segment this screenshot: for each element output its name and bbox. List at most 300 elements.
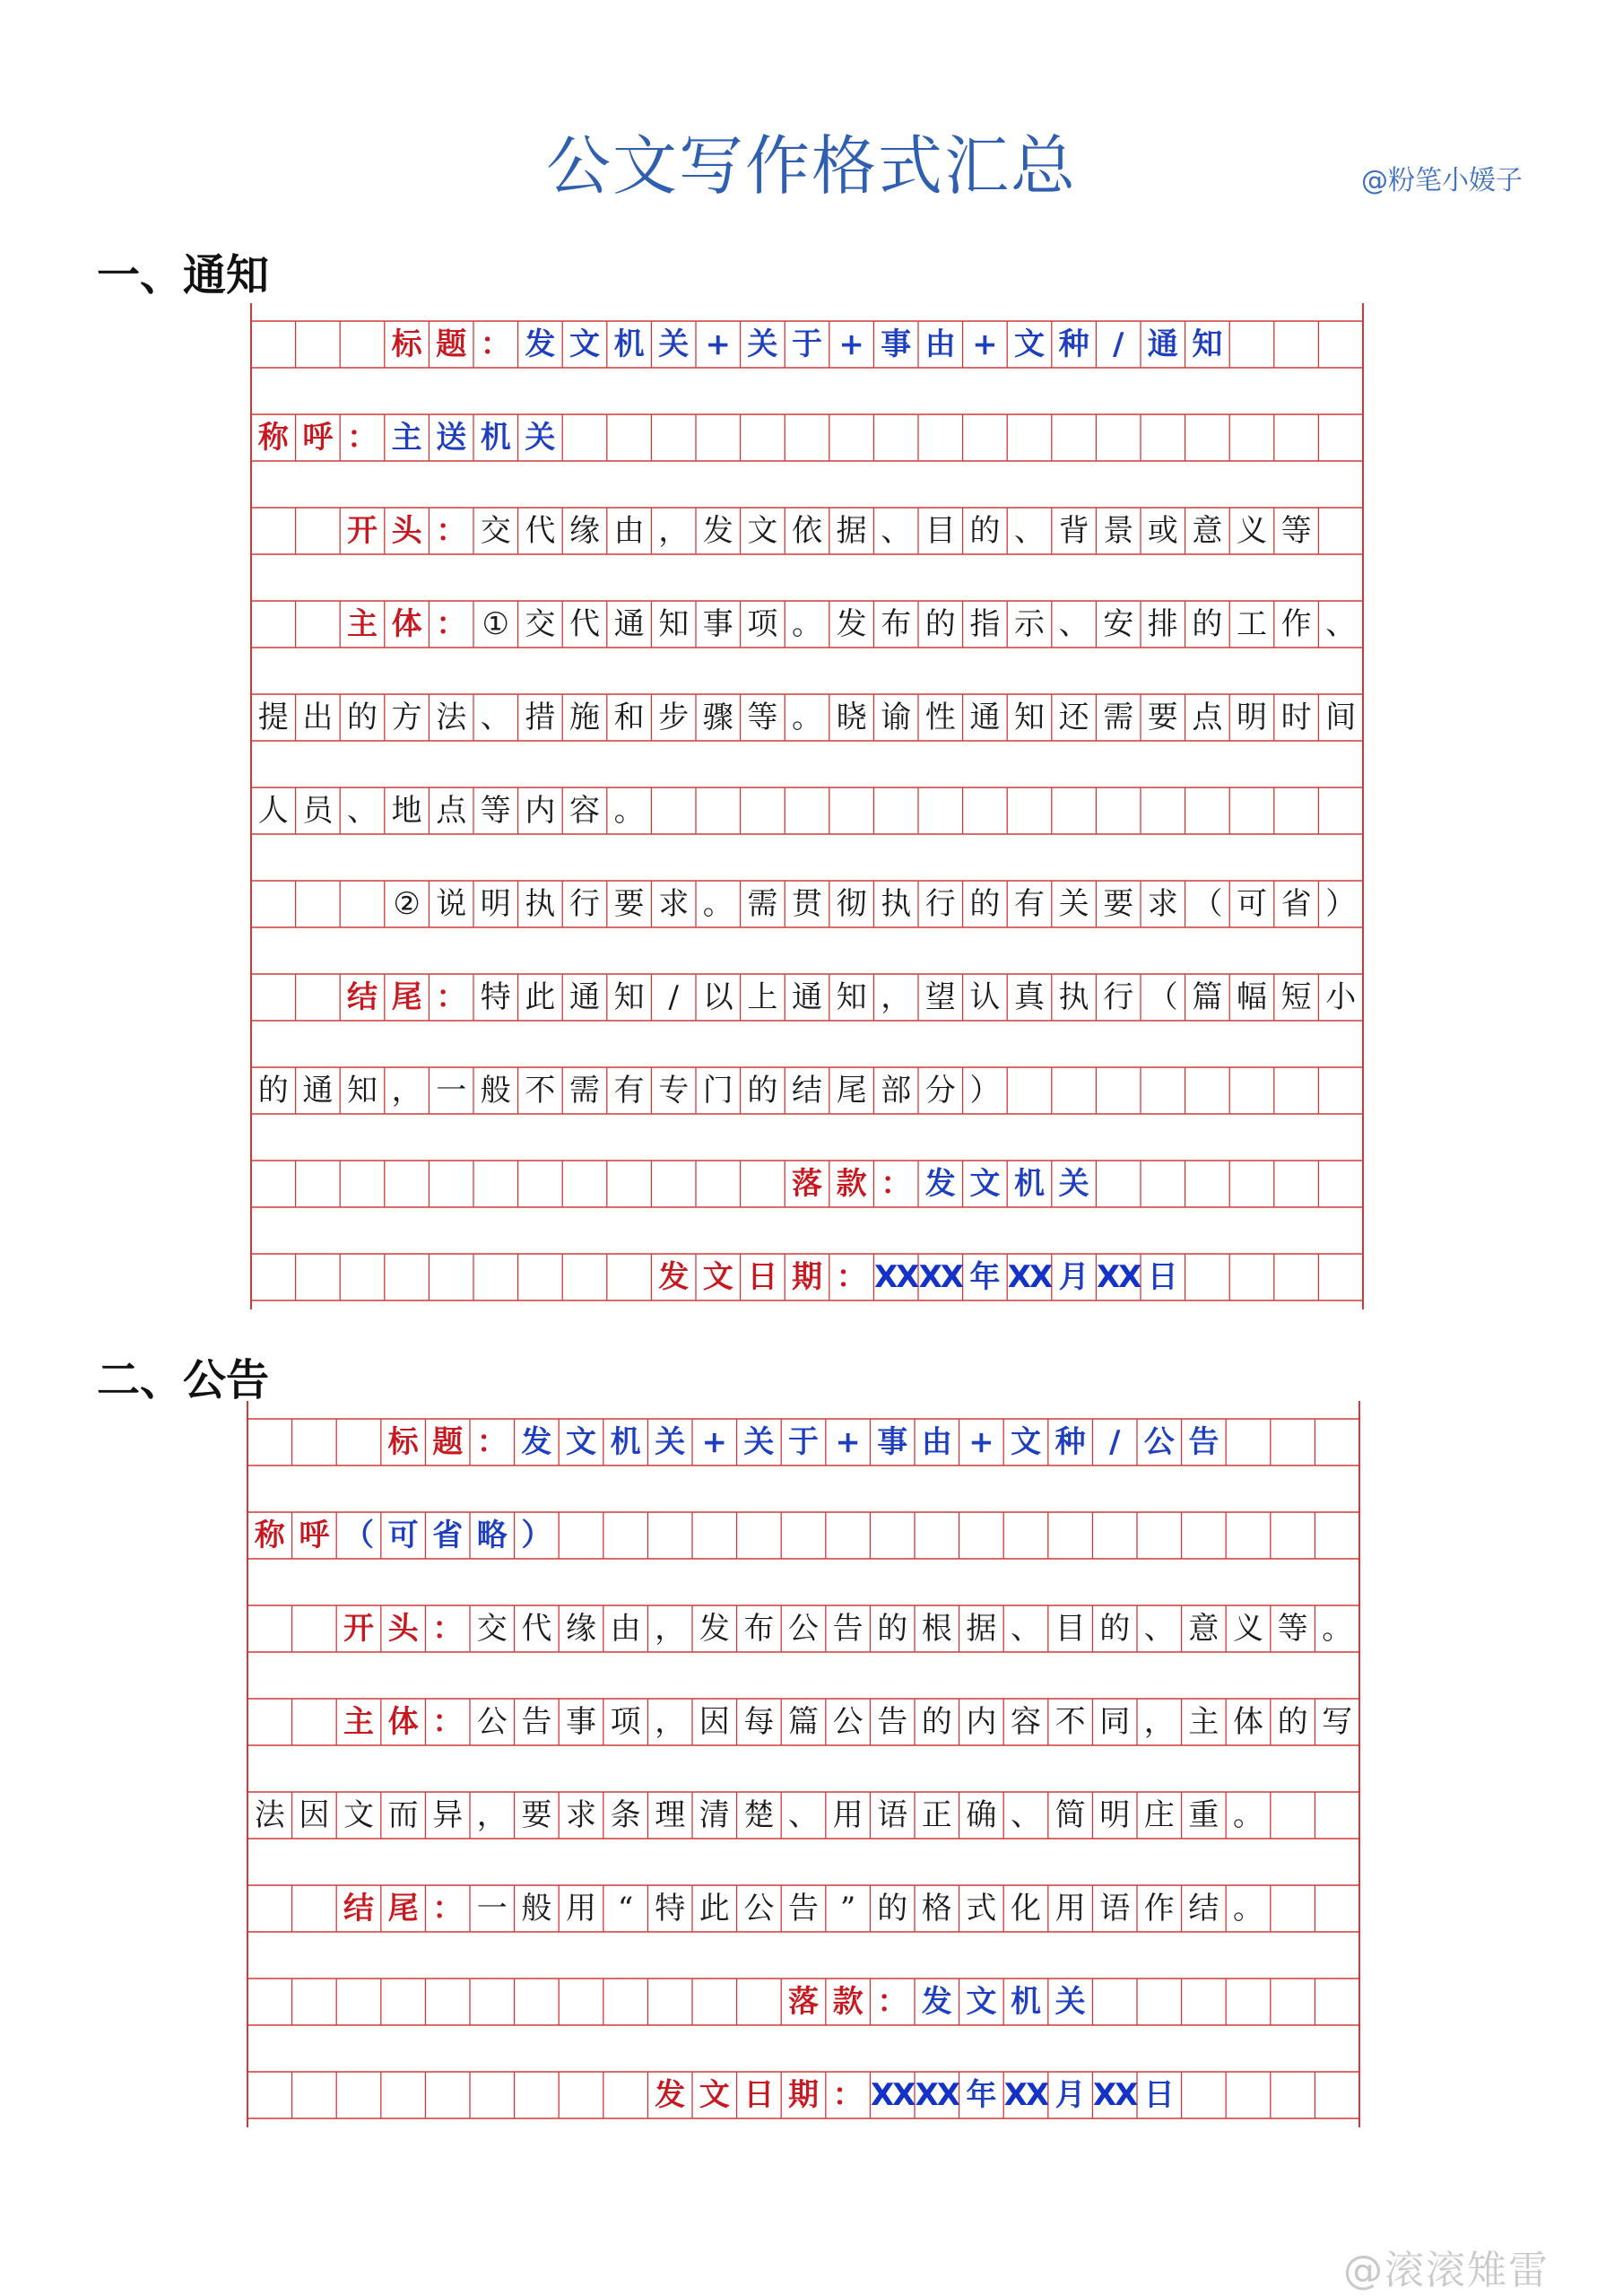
grid-character: 开 <box>343 1611 374 1647</box>
grid-character: 交 <box>476 1611 508 1647</box>
grid-character: 式 <box>966 1891 997 1926</box>
grid-character: 种 <box>1055 1424 1086 1460</box>
grid-character: 事 <box>702 606 733 642</box>
grid-character: 法 <box>436 700 467 735</box>
grid-character: 内 <box>966 1704 997 1740</box>
grid-character: 告 <box>787 1891 819 1926</box>
grid-character: 般 <box>521 1891 552 1926</box>
grid-character: 文 <box>702 1259 733 1295</box>
grid-character: 头 <box>387 1611 419 1647</box>
grid-character: 省 <box>432 1518 464 1553</box>
grid-character: 篇 <box>1192 979 1223 1015</box>
grid-character: 还 <box>1058 700 1089 735</box>
grid-character: 交 <box>525 606 556 642</box>
grid-character: 机 <box>1013 1166 1045 1202</box>
grid-character: 日 <box>747 1259 778 1295</box>
grid-character: 主 <box>391 420 422 456</box>
grid-character: 日 <box>1143 2077 1175 2113</box>
grid-character: 语 <box>1099 1891 1131 1926</box>
grid-character: 发 <box>702 513 733 549</box>
grid-character: / <box>1108 1424 1121 1460</box>
grid-character: 同 <box>1099 1704 1131 1740</box>
grid-character: 称 <box>254 1518 285 1553</box>
grid-character: 行 <box>924 886 956 922</box>
grid-character: ） <box>1325 886 1357 922</box>
grid-character: 的 <box>747 1073 778 1109</box>
grid-character: 头 <box>391 513 422 549</box>
grid-character: 方 <box>391 700 422 735</box>
grid-character: 主 <box>1188 1704 1219 1740</box>
grid-character: 可 <box>1236 886 1267 922</box>
grid-character: 公 <box>476 1704 508 1740</box>
grid-character: 开 <box>346 513 378 549</box>
grid-character: / <box>668 979 679 1015</box>
grid-character: 的 <box>969 513 1001 549</box>
grid-character: 布 <box>743 1611 775 1647</box>
grid-character: 意 <box>1188 1611 1219 1647</box>
grid-character: 省 <box>1280 886 1312 922</box>
grid-character: 据 <box>966 1611 997 1647</box>
grid-character: 发 <box>658 1259 690 1295</box>
grid-character: 标 <box>387 1424 419 1460</box>
grid-character: 年 <box>969 1259 1001 1295</box>
grid-character: 作 <box>1280 606 1312 642</box>
grid-character: 容 <box>1010 1704 1041 1740</box>
grid-character: 用 <box>832 1797 864 1833</box>
grid-character: 示 <box>1013 606 1045 642</box>
grid-character: 知 <box>1192 326 1223 362</box>
grid-character: 上 <box>747 979 778 1015</box>
grid-character: 文 <box>747 513 778 549</box>
grid-character: 发 <box>521 1424 552 1460</box>
grid-character: + <box>972 326 998 362</box>
grid-character: 呼 <box>302 420 334 456</box>
grid-character: 款 <box>832 1984 864 2020</box>
grid-character: 发 <box>655 2077 686 2113</box>
grid-character: 而 <box>387 1797 419 1833</box>
grid-character: 发 <box>836 606 867 642</box>
grid-character: 款 <box>836 1166 867 1202</box>
grid-character: 告 <box>521 1704 552 1740</box>
grid-character: 幅 <box>1236 979 1267 1015</box>
grid-character: 体 <box>1232 1704 1263 1740</box>
grid-character: 尾 <box>836 1073 867 1109</box>
grid-character: 门 <box>702 1073 733 1109</box>
grid-character: 。 <box>1232 1797 1263 1833</box>
grid-character: 结 <box>1188 1891 1219 1926</box>
grid-character: 内 <box>525 793 556 829</box>
grid-character: ： <box>346 420 378 456</box>
grid-character: 等 <box>747 700 778 735</box>
grid-character: 文 <box>699 2077 730 2113</box>
grid-character: ） <box>969 1073 1001 1109</box>
grid-character: 文 <box>1010 1424 1041 1460</box>
grid-character: 根 <box>921 1611 952 1647</box>
grid-character: 尾 <box>387 1891 419 1926</box>
grid-character: 语 <box>877 1797 908 1833</box>
grid-character: 可 <box>387 1518 419 1553</box>
grid-character: 交 <box>480 513 511 549</box>
grid-character: 有 <box>613 1073 645 1109</box>
grid-character: 庄 <box>1143 1797 1175 1833</box>
grid-character: 关 <box>525 420 556 456</box>
grid-character: 事 <box>881 326 912 362</box>
grid-character: 一 <box>476 1891 508 1926</box>
grid-character: 关 <box>747 326 778 362</box>
grid-character: 事 <box>877 1424 908 1460</box>
grid-character: ： <box>432 1891 464 1926</box>
grid-character: 或 <box>1147 513 1178 549</box>
grid-character: 求 <box>1147 886 1178 922</box>
grid-character: 格 <box>921 1891 952 1926</box>
grid-character: 特 <box>480 979 511 1015</box>
grid-character: 落 <box>787 1984 819 2020</box>
grid-character: 容 <box>568 793 600 829</box>
grid-character: 公 <box>832 1704 864 1740</box>
grid-character: 求 <box>658 886 690 922</box>
grid-character: 结 <box>791 1073 822 1109</box>
grid-character: 结 <box>346 979 378 1015</box>
grid-character: 和 <box>613 700 645 735</box>
grid-character: 分 <box>924 1073 956 1109</box>
grid-character: 要 <box>613 886 645 922</box>
grid-character: 年 <box>966 2077 997 2113</box>
grid-character: 理 <box>655 1797 686 1833</box>
grid-character: 排 <box>1147 606 1178 642</box>
grid-character: 楚 <box>743 1797 775 1833</box>
grid-character: + <box>705 326 732 362</box>
grid-character: XX <box>870 2077 915 2113</box>
grid-character: 结 <box>343 1891 374 1926</box>
grid-character: 代 <box>521 1611 552 1647</box>
grid-character: 化 <box>1010 1891 1041 1926</box>
grid-character: 部 <box>881 1073 912 1109</box>
grid-character: 告 <box>832 1611 864 1647</box>
grid-character: 写 <box>1322 1704 1353 1740</box>
grid-character: 关 <box>743 1424 775 1460</box>
grid-character: 目 <box>1055 1611 1086 1647</box>
grid-character: 呼 <box>299 1518 330 1553</box>
grid-character: 发 <box>924 1166 956 1202</box>
grid-character: XX <box>915 2077 959 2113</box>
grid-character: 的 <box>1099 1611 1131 1647</box>
grid-character: 据 <box>836 513 867 549</box>
grid-character: 通 <box>791 979 822 1015</box>
grid-character: 工 <box>1236 606 1267 642</box>
grid-character: 点 <box>436 793 467 829</box>
grid-character: + <box>701 1424 728 1460</box>
grid-character: 通 <box>1147 326 1178 362</box>
grid-character: （ <box>1147 979 1178 1015</box>
grid-character: 作 <box>1143 1891 1175 1926</box>
grid-character: 依 <box>791 513 822 549</box>
grid-character: 因 <box>699 1704 730 1740</box>
grid-character: 。 <box>791 700 822 735</box>
grid-character: 以 <box>702 979 733 1015</box>
grid-character: 通 <box>969 700 1001 735</box>
grid-character: ： <box>432 1704 464 1740</box>
grid-character: 。 <box>1232 1891 1263 1926</box>
grid-character: 知 <box>658 606 690 642</box>
grid-character: 法 <box>254 1797 285 1833</box>
grid-character: ： <box>881 1166 912 1202</box>
grid-character: 告 <box>1188 1424 1219 1460</box>
grid-character: 知 <box>613 979 645 1015</box>
grid-character: 行 <box>568 886 600 922</box>
grid-character: 通 <box>302 1073 334 1109</box>
grid-character: 文 <box>1013 326 1045 362</box>
grid-character: 需 <box>1103 700 1134 735</box>
grid-character: / <box>1112 326 1124 362</box>
grid-character: ： <box>476 1424 508 1460</box>
grid-character: 缘 <box>568 513 600 549</box>
grid-character: 施 <box>568 700 600 735</box>
grid-character: ： <box>432 1611 464 1647</box>
grid-character: 不 <box>525 1073 556 1109</box>
grid-character: 晓 <box>836 700 867 735</box>
grid-character: 需 <box>747 886 778 922</box>
grid-character: “ <box>617 1891 634 1926</box>
grid-character: 期 <box>787 2077 819 2113</box>
grid-character: 代 <box>568 606 600 642</box>
grid-character: 此 <box>525 979 556 1015</box>
grid-character: 安 <box>1103 606 1134 642</box>
grid-character: 落 <box>791 1166 822 1202</box>
section-heading-notice: 一、通知 <box>97 250 270 300</box>
grid-character: 执 <box>1058 979 1089 1015</box>
grid-character: （ <box>1192 886 1223 922</box>
grid-character: 主 <box>346 606 378 642</box>
grid-character: 送 <box>436 420 467 456</box>
grid-character: 、 <box>480 700 511 735</box>
grid-character: 要 <box>1103 886 1134 922</box>
grid-character: ， <box>655 1704 686 1740</box>
grid-character: ① <box>482 606 510 642</box>
grid-character: 、 <box>1010 1611 1041 1647</box>
grid-character: 体 <box>387 1704 419 1740</box>
grid-character: ， <box>391 1073 422 1109</box>
grid-character: 、 <box>881 513 912 549</box>
grid-character: 提 <box>257 700 289 735</box>
grid-character: 说 <box>436 886 467 922</box>
grid-character: 的 <box>924 606 956 642</box>
grid-character: 。 <box>613 793 645 829</box>
grid-character: 点 <box>1192 700 1223 735</box>
grid-character: XX <box>1003 2077 1048 2113</box>
grid-character: 执 <box>525 886 556 922</box>
grid-character: 的 <box>877 1611 908 1647</box>
grid-character: 种 <box>1058 326 1089 362</box>
grid-character: 行 <box>1103 979 1134 1015</box>
grid-character: 尾 <box>391 979 422 1015</box>
grid-character: 望 <box>924 979 956 1015</box>
grid-character: 重 <box>1188 1797 1219 1833</box>
grid-character: 、 <box>1058 606 1089 642</box>
grid-character: 的 <box>877 1891 908 1926</box>
grid-character: 要 <box>521 1797 552 1833</box>
grid-character: 、 <box>1143 1611 1175 1647</box>
grid-character: 月 <box>1055 2077 1086 2113</box>
grid-character: 体 <box>391 606 422 642</box>
grid-character: 专 <box>658 1073 690 1109</box>
grid-character: 异 <box>432 1797 464 1833</box>
grid-character: 明 <box>1236 700 1267 735</box>
grid-character: 布 <box>881 606 912 642</box>
grid-character: 要 <box>1147 700 1178 735</box>
grid-character: 简 <box>1055 1797 1086 1833</box>
section-heading-announcement: 二、公告 <box>97 1355 270 1405</box>
grid-character: 称 <box>257 420 289 456</box>
grid-character: 关 <box>1058 886 1089 922</box>
grid-character: 每 <box>743 1704 775 1740</box>
grid-character: 关 <box>1055 1984 1086 2020</box>
grid-character: 标 <box>391 326 422 362</box>
grid-character: 的 <box>969 886 1001 922</box>
grid-character: ， <box>1143 1704 1175 1740</box>
grid-character: 由 <box>613 513 645 549</box>
grid-character: 公 <box>743 1891 775 1926</box>
grid-character: XX <box>1092 2077 1137 2113</box>
grid-character: 项 <box>747 606 778 642</box>
grid-character: 的 <box>1192 606 1223 642</box>
grid-character: 短 <box>1280 979 1312 1015</box>
grid-character: 谕 <box>881 700 912 735</box>
grid-character: 贯 <box>791 886 822 922</box>
grid-character: 时 <box>1280 700 1312 735</box>
grid-character: 需 <box>568 1073 600 1109</box>
grid-character: 文 <box>966 1984 997 2020</box>
grid-character: 真 <box>1013 979 1045 1015</box>
grid-character: 明 <box>1099 1797 1131 1833</box>
grid-character: 措 <box>525 700 556 735</box>
grid-character: 于 <box>787 1424 819 1460</box>
grid-character: 由 <box>921 1424 952 1460</box>
grid-character: XX <box>1007 1259 1052 1295</box>
grid-character: + <box>835 1424 861 1460</box>
grid-character: 确 <box>966 1797 997 1833</box>
grid-character: 条 <box>610 1797 641 1833</box>
grid-character: 文 <box>969 1166 1001 1202</box>
grid-character: ： <box>832 2077 864 2113</box>
grid-character: ” <box>839 1891 856 1926</box>
grid-character: ： <box>436 606 467 642</box>
grid-character: 执 <box>881 886 912 922</box>
grid-character: ② <box>393 886 421 922</box>
grid-character: XX <box>918 1259 963 1295</box>
grid-character: 特 <box>655 1891 686 1926</box>
grid-character: 步 <box>658 700 690 735</box>
grid-character: 项 <box>610 1704 641 1740</box>
grid-character: ， <box>881 979 912 1015</box>
grid-character: 员 <box>302 793 334 829</box>
grid-character: 正 <box>921 1797 952 1833</box>
grid-character: 用 <box>565 1891 596 1926</box>
grid-character: XX <box>873 1259 918 1295</box>
grid-character: 月 <box>1058 1259 1089 1295</box>
grid-character: 期 <box>791 1259 822 1295</box>
grid-character: 。 <box>791 606 822 642</box>
grid-character: + <box>838 326 864 362</box>
grid-character: 一 <box>436 1073 467 1109</box>
grid-character: 。 <box>1322 1611 1353 1647</box>
grid-character: 、 <box>346 793 378 829</box>
grid-character: 题 <box>436 326 467 362</box>
grid-character: 的 <box>921 1704 952 1740</box>
grid-character: 事 <box>565 1704 596 1740</box>
grid-character: 发 <box>921 1984 952 2020</box>
grid-character: 等 <box>480 793 511 829</box>
grid-character: 代 <box>525 513 556 549</box>
grid-character: 明 <box>480 886 511 922</box>
grid-character: 的 <box>1277 1704 1308 1740</box>
grid-character: 知 <box>346 1073 378 1109</box>
grid-character: 机 <box>613 326 645 362</box>
grid-character: 篇 <box>787 1704 819 1740</box>
grid-character: ， <box>658 513 690 549</box>
grid-character: 机 <box>480 420 511 456</box>
grid-character: 间 <box>1325 700 1357 735</box>
grid-character: 知 <box>836 979 867 1015</box>
grid-character: 有 <box>1013 886 1045 922</box>
grid-character: 、 <box>1325 606 1357 642</box>
grid-character: 等 <box>1280 513 1312 549</box>
grid-character: 关 <box>1058 1166 1089 1202</box>
grid-character: 文 <box>568 326 600 362</box>
grid-character: 性 <box>924 700 956 735</box>
grid-character: ， <box>476 1797 508 1833</box>
grid-character: 机 <box>1010 1984 1041 2020</box>
grid-character: 通 <box>568 979 600 1015</box>
grid-character: 由 <box>610 1611 641 1647</box>
grid-character: + <box>968 1424 994 1460</box>
grid-character: 背 <box>1058 513 1089 549</box>
grid-character: 认 <box>969 979 1001 1015</box>
grid-character: 通 <box>613 606 645 642</box>
grid-character: 略 <box>476 1518 508 1553</box>
grid-character: 目 <box>924 513 956 549</box>
grid-character: 人 <box>257 793 289 829</box>
grid-character: 发 <box>525 326 556 362</box>
grid-character: 此 <box>699 1891 730 1926</box>
grid-character: 告 <box>877 1704 908 1740</box>
grid-character: 知 <box>1013 700 1045 735</box>
grid-character: 公 <box>787 1611 819 1647</box>
grid-character: 日 <box>1147 1259 1178 1295</box>
grid-character: 义 <box>1236 513 1267 549</box>
grid-character: 义 <box>1232 1611 1263 1647</box>
grid-character: ） <box>521 1518 552 1553</box>
grid-character: 缘 <box>565 1611 596 1647</box>
grid-character: 景 <box>1103 513 1134 549</box>
grid-character: 主 <box>343 1704 374 1740</box>
grid-character: ， <box>655 1611 686 1647</box>
page-title: 公文写作格式汇总 <box>545 128 1077 204</box>
grid-character: 发 <box>699 1611 730 1647</box>
grid-character: 关 <box>655 1424 686 1460</box>
grid-character: 般 <box>480 1073 511 1109</box>
grid-character: ： <box>480 326 511 362</box>
grid-character: 骤 <box>702 700 733 735</box>
grid-character: 、 <box>787 1797 819 1833</box>
grid-character: 因 <box>299 1797 330 1833</box>
grid-character: 文 <box>343 1797 374 1833</box>
grid-character: 机 <box>610 1424 641 1460</box>
grid-character: 题 <box>432 1424 464 1460</box>
grid-character: （ <box>343 1518 374 1553</box>
grid-character: ： <box>877 1984 908 2020</box>
grid-character: 关 <box>658 326 690 362</box>
grid-character: 彻 <box>836 886 867 922</box>
